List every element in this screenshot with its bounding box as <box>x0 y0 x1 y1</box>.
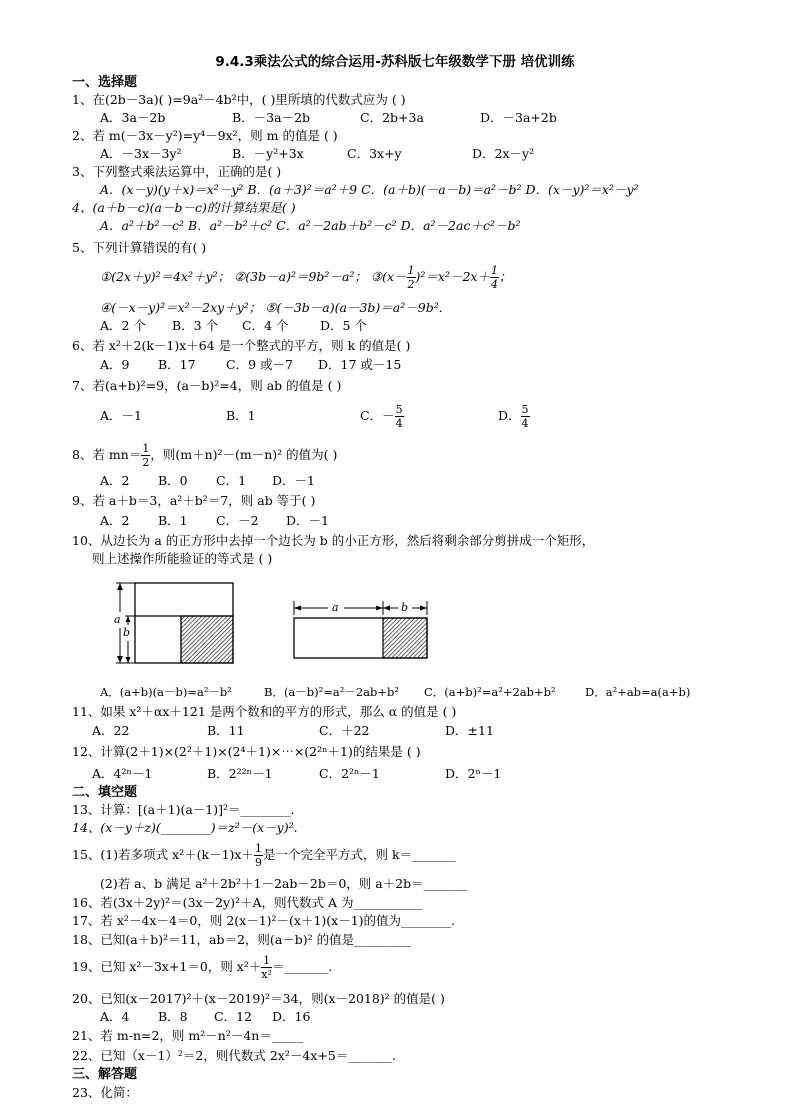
question-10-option-a: A．(a+b)(a－b)=a²－b² <box>100 685 232 699</box>
question-7-stem: 7、若(a+b)²=9，(a－b)²=4，则 ab 的值是 ( ) <box>72 378 342 393</box>
question-1-stem: 1、在(2b－3a)( )=9a²－4b²中，( )里所填的代数式应为 ( ) <box>72 92 406 107</box>
question-12-option-c: C．2²ⁿ－1 <box>319 766 380 781</box>
question-6-option-d: D．17 或－15 <box>318 357 402 372</box>
question-1-option-b: B．－3a－2b <box>232 110 311 125</box>
question-2-option-a: A．－3x－3y² <box>100 146 182 161</box>
question-6-option-b: B．17 <box>158 357 196 372</box>
question-11-option-c: C．＋22 <box>319 723 370 738</box>
question-8-option-d: D．－1 <box>272 473 315 488</box>
question-12-option-b: B．2²²ⁿ－1 <box>207 766 273 781</box>
question-14: 14、(x－y＋z)(________)＝z²－(x－y)². <box>72 820 298 835</box>
question-7-option-d: D． $\frac{5}{4}$ <box>498 403 529 430</box>
question-4-options: A．a²＋b²－c² B．a²－b²＋c² C．a²－2ab＋b²－c² D．a²－2ac＋c²－b² <box>100 218 521 233</box>
question-20-option-b: B．8 <box>158 1009 188 1024</box>
question-11-option-a: A．22 <box>92 723 130 738</box>
question-5-option-b: B．3 个 <box>172 318 219 333</box>
question-15-part-1: 15、(1)若多项式 x²＋(k－1)x＋ $\frac{1}{9}$ 是一个完全平方式，则 k＝_______ <box>72 842 456 869</box>
question-11-option-b: B．11 <box>207 723 245 738</box>
question-3-stem: 3、下列整式乘法运算中，正确的是( ) <box>72 164 282 179</box>
question-10-option-c: C．(a+b)²=a²+2ab+b² <box>424 685 556 699</box>
question-2-stem: 2、若 m(－3x－y²)=y⁴－9x²，则 m 的值是 ( ) <box>72 128 338 143</box>
rearranged-rectangle-figure <box>290 598 432 660</box>
square-minus-square-figure <box>108 578 238 668</box>
question-10-stem-line-2: 则上述操作所能验证的等式是 ( ) <box>92 551 273 566</box>
question-1-option-d: D．－3a+2b <box>480 110 557 125</box>
figure-2-label-a: a <box>332 601 339 614</box>
question-6-option-c: C．9 或－7 <box>226 357 293 372</box>
section-heading-fill-in: 二、填空题 <box>72 785 138 800</box>
section-heading-solve: 三、解答题 <box>72 1067 138 1082</box>
question-9-stem: 9、若 a＋b＝3，a²＋b²＝7，则 ab 等于( ) <box>72 493 316 508</box>
section-heading-choice: 一、选择题 <box>72 75 138 90</box>
question-22: 22、已知（x－1）²＝2，则代数式 2x²－4x+5＝_______. <box>72 1048 397 1063</box>
question-20-option-d: D．16 <box>272 1009 311 1024</box>
question-11-stem: 11、如果 x²＋αx＋121 是两个数和的平方的形式，那么 α 的值是 ( ) <box>72 704 457 719</box>
fraction-one-quarter: $\frac{1}{4}$ <box>490 264 498 291</box>
question-8-option-a: A．2 <box>100 473 130 488</box>
question-23: 23、化简： <box>72 1085 138 1100</box>
question-5-option-a: A．2 个 <box>100 318 146 333</box>
question-10-stem-line-1: 10、从边长为 a 的正方形中去掉一个边长为 b 的小正方形，然后将剩余部分剪拼成一个矩形， <box>72 533 595 548</box>
question-8-option-c: C．1 <box>216 473 247 488</box>
question-17: 17、若 x²－4x－4＝0，则 2(x－1)²－(x＋1)(x－1)的值为________. <box>72 913 456 928</box>
figure-1-label-a: a <box>114 613 121 626</box>
question-7-option-c: C．－ $\frac{5}{4}$ <box>360 403 403 430</box>
fraction-one-ninth: $\frac{1}{9}$ <box>254 842 262 869</box>
fraction-one-half: $\frac{1}{2}$ <box>142 442 150 469</box>
question-9-option-d: D．－1 <box>286 513 329 528</box>
question-4-stem: 4、(a＋b－c)(a－b－c)的计算结果是( ) <box>72 200 296 215</box>
question-11-option-d: D．±11 <box>445 723 494 738</box>
question-9-option-b: B．1 <box>158 513 188 528</box>
question-5-option-d: D．5 个 <box>320 318 367 333</box>
page-title: 9.4.3乘法公式的综合运用-苏科版七年级数学下册 培优训练 <box>215 54 575 70</box>
q5-row1-part-b: )²＝x²－2x＋ <box>415 269 490 284</box>
question-19: 19、已知 x²－3x+1＝0，则 x²＋ $\frac{1}{\text{x²}}$ ＝_______. <box>72 954 333 981</box>
question-9-option-a: A．2 <box>100 513 130 528</box>
question-6-stem: 6、若 x²＋2(k－1)x＋64 是一个整式的平方，则 k 的值是( ) <box>72 338 411 353</box>
question-13: 13、计算：[(a＋1)(a－1)]²＝________. <box>72 802 295 817</box>
figure-2-label-b: b <box>401 601 409 614</box>
question-9-option-c: C．－2 <box>216 513 259 528</box>
question-10-option-d: D．a²+ab=a(a+b) <box>585 685 691 699</box>
question-3-options: A．(x－y)(y＋x)＝x²－y² B．(a＋3)²＝a²＋9 C．(a＋b)(－a－b)＝a²－b² D．(x－y)²＝x²－y² <box>100 182 639 197</box>
question-5-expressions-row-2: ④(－x－y)²＝x²－2xy＋y²； ⑤(－3b－a)(a－3b)＝a²－9b². <box>100 300 443 315</box>
question-15-part-2: (2)若 a、b 满足 a²＋2b²＋1－2ab－2b＝0，则 a＋2b＝_______ <box>100 876 468 891</box>
question-7-option-a: A．－1 <box>100 408 142 423</box>
question-20-option-c: C．12 <box>214 1009 252 1024</box>
question-12-option-d: D．2ⁿ－1 <box>445 766 502 781</box>
question-5-stem: 5、下列计算错误的有( ) <box>72 240 207 255</box>
question-6-option-a: A．9 <box>100 357 130 372</box>
question-1-option-c: C．2b+3a <box>360 110 424 125</box>
question-7-option-b: B．1 <box>226 408 256 423</box>
question-5-option-c: C．4 个 <box>242 318 289 333</box>
question-18: 18、已知(a＋b)²＝11，ab＝2，则(a－b)² 的值是_________ <box>72 932 411 947</box>
fraction-one-half: $\frac{1}{2}$ <box>407 264 415 291</box>
question-2-option-b: B．－y²+3x <box>232 146 304 161</box>
q5-row1-part-a: ①(2x＋y)²＝4x²＋y²； ②(3b－a)²＝9b²－a²； ③(x－ <box>100 269 407 284</box>
question-8-stem: 8、若 mn＝ $\frac{1}{2}$ ，则(m＋n)²－(m－n)² 的值为( ) <box>72 442 338 469</box>
question-20-stem: 20、已知(x－2017)²＋(x－2019)²＝34，则(x－2018)² 的值是( ) <box>72 991 445 1006</box>
question-5-expressions-row-1 <box>100 262 511 292</box>
question-12-option-a: A．4²ⁿ－1 <box>92 766 153 781</box>
fraction-one-over-x-squared: $\frac{1}{\text{x²}}$ <box>261 954 272 981</box>
question-1-option-a: A．3a－2b <box>100 110 166 125</box>
question-8-option-b: B．0 <box>158 473 188 488</box>
question-10-option-b: B．(a－b)²=a²－2ab+b² <box>264 685 399 699</box>
figure-1-label-b: b <box>123 626 131 639</box>
fraction-five-quarters: $\frac{5}{4}$ <box>395 403 403 430</box>
question-16: 16、若(3x＋2y)²＝(3x－2y)²＋A，则代数式 A 为___________ <box>72 895 423 910</box>
question-2-option-d: D．2x－y² <box>472 146 535 161</box>
question-20-option-a: A．4 <box>100 1009 130 1024</box>
question-12-stem: 12、计算(2＋1)×(2²＋1)×(2⁴＋1)×⋯×(2²ⁿ＋1)的结果是 ( ) <box>72 744 421 759</box>
question-21: 21、若 m-n=2，则 m²－n²－4n＝_____ <box>72 1028 304 1043</box>
question-2-option-c: C．3x+y <box>347 146 402 161</box>
q5-row1-part-c: ； <box>498 269 512 284</box>
fraction-five-quarters: $\frac{5}{4}$ <box>521 403 529 430</box>
